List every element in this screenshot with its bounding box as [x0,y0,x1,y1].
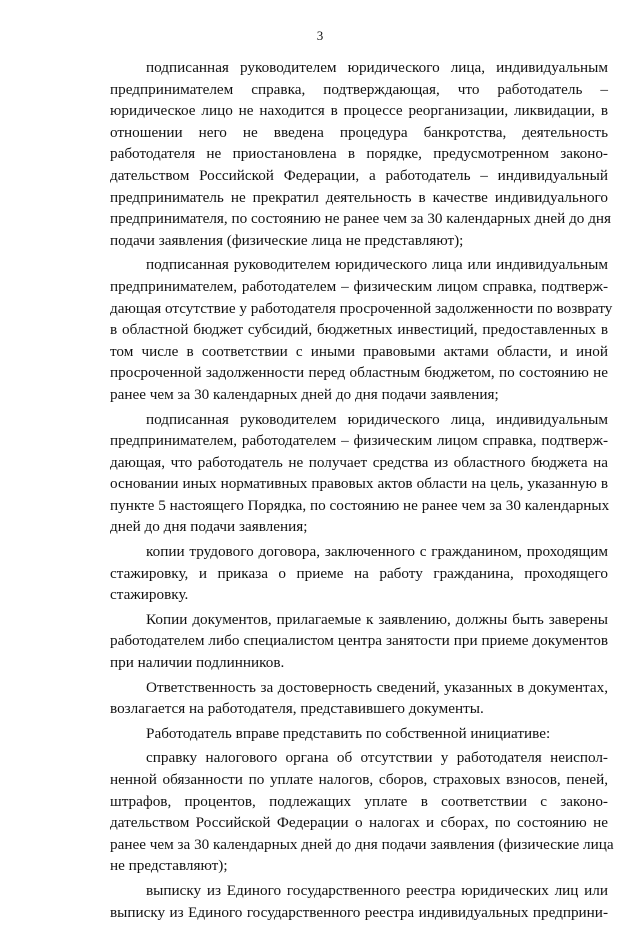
text-line: пункте 5 настоящего Порядка, по состоянию не ранее чем за 30 календарных [110,496,610,514]
paragraph [110,541,608,606]
text-line: работодателем либо специалистом центра занятости при приеме документов [110,632,608,650]
text-line: Работодатель вправе представить по собственной инициативе: [146,724,551,742]
text-line: в областной бюджет субсидий, бюджетных инвестиций, предоставленных в [110,321,608,339]
text-line: копии трудового договора, заключенного с гражданином, проходящим [146,543,608,561]
text-line: Ответственность за достоверность сведений, указанных в документах, [146,678,608,696]
text-line: работодателя не приостановлена в порядке, предусмотренном законо- [110,145,608,163]
text-line: выписку из Единого государственного реестра юридических лиц или [146,881,608,899]
document-body [110,57,614,926]
paragraph [110,677,608,720]
text-line: основании иных нормативных правовых актов области на цель, указанную в [110,475,608,493]
paragraph [110,57,612,251]
text-line: предпринимателем справка, подтверждающая, что работодатель – [110,80,608,98]
text-line: предприниматель не прекратил деятельность в качестве индивидуального [110,188,608,206]
text-line: отношении него не введена процедура банкротства, деятельность [110,123,608,141]
text-line: при наличии подлинников. [110,654,285,672]
text-line: подписанная руководителем юридического лица, индивидуальным [146,410,608,428]
text-line: стажировку. [110,586,189,604]
text-line: дающая, что работодатель не получает средства из областного бюджета на [110,453,608,471]
text-line: штрафов, процентов, подлежащих уплате в соответствии с законо- [110,792,608,810]
text-line: предпринимателем, работодателем – физическим лицом справка, подтверж- [110,277,608,295]
text-line: дающая отсутствие у работодателя просроченной задолженности по возврату [110,299,613,317]
paragraph [110,747,614,877]
text-line: выписку из Единого государственного реестра индивидуальных предприни- [110,903,608,921]
page-number: 3 [316,28,324,43]
paragraph [110,609,608,674]
text-line: том числе в соответствии с иными правовыми актами области, и иной [110,342,608,360]
text-line: не представляют); [110,857,228,875]
text-line: Копии документов, прилагаемые к заявлению, должны быть заверены [146,610,608,628]
text-line: возлагается на работодателя, представившего документы. [110,700,484,718]
text-line: дательством Российской Федерации о налогах и сборах, по состоянию не [110,814,608,832]
text-line: ненной обязанности по уплате налогов, сборов, страховых взносов, пеней, [110,771,608,788]
text-line: подачи заявления (физические лица не представляют); [110,231,464,249]
paragraph [110,409,608,539]
text-line: подписанная руководителем юридического лица, индивидуальным [146,59,608,76]
paragraph [110,254,613,405]
text-line: дней до дня подачи заявления; [110,518,308,536]
text-line: дательством Российской Федерации, а работодатель – индивидуальный [110,166,608,184]
text-line: юридическое лицо не находится в процессе реорганизации, ликвидации, в [110,102,608,120]
text-line: ранее чем за 30 календарных дней до дня подачи заявления; [110,385,499,403]
paragraph [110,880,608,923]
text-line: справку налогового органа об отсутствии у работодателя неиспол- [146,749,608,767]
text-line: предпринимателем, работодателем – физическим лицом справка, подтверж- [110,432,608,450]
text-line: ранее чем за 30 календарных дней до дня подачи заявления (физические лица [110,835,614,853]
text-line: стажировку, и приказа о приеме на работу гражданина, проходящего [110,564,608,582]
text-line: подписанная руководителем юридического лица или индивидуальным [146,256,608,274]
paragraph [110,723,608,745]
text-line: просроченной задолженности перед областным бюджетом, по состоянию не [110,364,608,382]
text-line: предпринимателя, по состоянию не ранее чем за 30 календарных дней до дня [110,210,612,228]
